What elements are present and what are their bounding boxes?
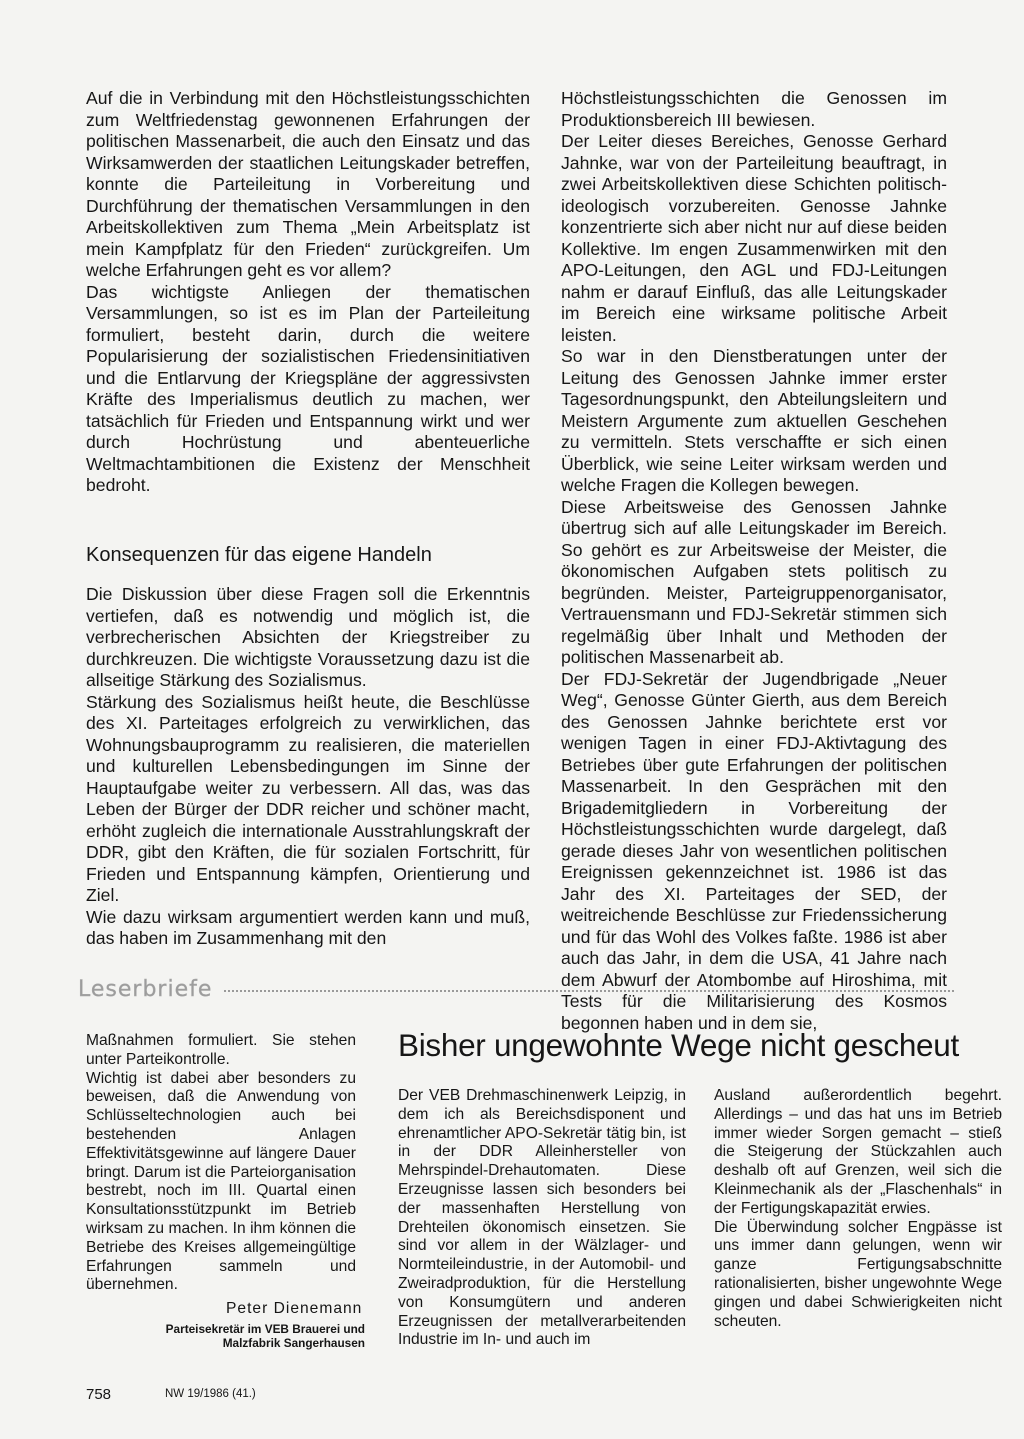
article-column-left [86, 88, 530, 497]
article-column-left-continued [86, 584, 530, 950]
rubric-label: Leserbriefe [78, 976, 213, 1002]
paragraph: Wie dazu wirksam argumentiert werden kann und muß, das haben im Zusammenhang mit den [86, 906, 530, 948]
letter-headline: Bisher ungewohnte Wege nicht gescheut [398, 1027, 959, 1063]
article-column-right [561, 88, 947, 1034]
section-subheading-block [86, 543, 530, 567]
paragraph: Der FDJ-Sekretär der Jugendbrigade „Neuer Weg“, Genosse Günter Gierth, aus dem Bereich des Genossen Jahnke berichtete erst vor wenigen Tagen in einer FDJ-Aktivtagung des Betriebes über gute Erfahrungen der politischen Massenarbeit. In den Gesprächen mit den Brigademitgliedern in Vorbereitung der Höchstleistungsschichten wurde dargelegt, daß gerade dieses Jahr von wesentlichen politischen Ereignissen gekennzeichnet ist. 1986 ist das Jahr des XI. Parteitages der SED, der weitreichende Beschlüsse zur Friedenssicherung und für das Wohl des Volkes faßte. 1986 ist aber auch das Jahr, in dem die USA, 41 Jahre nach dem Abwurf der Atombombe auf Hiroshima, mit Tests für die Militarisierung des Kosmos begonnen haben und in dem sie, [561, 668, 947, 1033]
section-rubric [78, 974, 954, 1004]
paragraph: Die Überwindung solcher Engpässe ist uns immer dann gelungen, wenn wir ganze Fertigungsabschnitte rationalisierten, bisher ungewohnte Wege gingen und dabei Schwierigkeiten nicht scheuten. [714, 1218, 1002, 1330]
paragraph: Der Leiter dieses Bereiches, Genosse Gerhard Jahnke, war von der Parteileitung beauftragt, in zwei Arbeitskollektiven diese Schichten politisch-ideologisch vorzubereiten. Genosse Jahnke konzentrierte sich aber nicht nur auf diese beiden Kollektive. Im engen Zusammenwirken mit den APO-Leitungen, den AGL und FDJ-Leitungen nahm er darauf Einfluß, das alle Leitungskader im Bereich eine wirksame politische Arbeit leisten. [561, 131, 947, 345]
section-subheading: Konsequenzen für das eigene Handeln [86, 544, 432, 566]
paragraph: Maßnahmen formuliert. Sie stehen unter Parteikontrolle. [86, 1032, 356, 1068]
page-number: 758 [86, 1386, 112, 1403]
paragraph: Die Diskussion über diese Fragen soll die Erkenntnis vertiefen, daß es notwendig und möglich ist, die verbrecherischen Absichten der Kriegstreiber zu durchkreuzen. Die wichtigste Voraussetzung dazu ist die allseitige Stärkung des Sozialismus. [86, 584, 530, 690]
paragraph: Diese Arbeitsweise des Genossen Jahnke übertrug sich auf alle Leitungskader im Bereich. So gehört es zur Arbeitsweise der Meister, die ökonomischen Aufgaben stets politisch zu begründen. Meister, Parteigruppenorganisator, Vertrauensmann und FDJ-Sekretär stimmen sich regelmäßig über Inhalt und Methoden der politischen Massenarbeit ab. [561, 496, 947, 667]
paragraph: Der VEB Drehmaschinenwerk Leipzig, in dem ich als Bereichsdisponent und ehrenamtlicher APO-Sekretär tätig bin, ist in der DDR Alleinhersteller von Mehrspindel-Drehautomaten. Diese Erzeugnisse lassen sich besonders bei der massenhaften Herstellung von Drehteilen ökonomisch einsetzen. Sie sind vor allem in der Wälzlager- und Normteileindustrie, in der Automobil- und Zweiradproduktion, für die Herstellung von Konsumgütern und anderen Erzeugnissen der metallverarbeitenden Industrie im In- und auch im [398, 1087, 686, 1349]
paragraph: Höchstleistungsschichten die Genossen im Produktionsbereich III bewiesen. [561, 88, 947, 130]
paragraph: Ausland außerordentlich begehrt. Allerdings – und das hat uns im Betrieb immer wieder Sorgen gemacht – stieß die Steigerung der Stückzahlen auch deshalb oft auf Grenzen, weil sich die Kleinmechanik als der „Flaschenhals“ in der Fertigungskapazität erwies. [714, 1087, 1002, 1217]
paragraph: Das wichtigste Anliegen der thematischen Versammlungen, so ist es im Plan der Parteileitung formuliert, besteht darin, durch die weitere Popularisierung der sozialistischen Friedensinitiativen und die Entlarvung der Kriegspläne der aggressivsten Kräfte des Imperialismus deutlich zu machen, wer tatsächlich für Frieden und Entspannung wirkt und wer durch Hochrüstung und abenteuerliche Weltmachtambitionen die Existenz der Menschheit bedroht. [86, 281, 530, 495]
signature-role: Parteisekretär im VEB Brauerei und Malzfabrik Sangerhausen [165, 1322, 365, 1350]
rubric-divider [224, 990, 954, 992]
paragraph: Stärkung des Sozialismus heißt heute, die Beschlüsse des XI. Parteitages erfolgreich zu verwirklichen, das Wohnungsbauprogramm zu realisieren, die materiellen und kulturellen Lebensbedingungen im Sinne der Hauptaufgabe weiter zu verbessern. All das, was das Leben der Bürger der DDR reicher und schöner macht, erhöht zugleich die internationale Ausstrahlungskraft der DDR, gibt den Kräften, die für sozialen Fortschritt, für Frieden und Entspannung kämpfen, Orientierung und Ziel. [86, 691, 530, 905]
letter-column-right [714, 1087, 1002, 1331]
letter-column-left [86, 1032, 356, 1295]
letter-column-middle [398, 1087, 686, 1350]
paragraph: Wichtig ist dabei aber besonders zu beweisen, daß die Anwendung von Schlüsseltechnologien auch bei bestehenden Anlagen Effektivitätsgewinne auf längere Dauer bringt. Darum ist die Parteiorganisation bestrebt, noch im III. Quartal einen Konsultationsstützpunkt im Betrieb wirksam zu machen. In ihm können die Betriebe des Kreises allgemeingültige Erfahrungen sammeln und übernehmen. [86, 1069, 356, 1294]
signature-name: Peter Dienemann [226, 1300, 363, 1317]
paragraph: So war in den Dienstberatungen unter der Leitung des Genossen Jahnke immer erster Tagesordnungspunkt, den Abteilungsleitern und Meistern Argumente zum aktuellen Geschehen zu vermitteln. Stets verschaffte er sich einen Überblick, wie seine Leiter wirksam werden und welche Fragen die Kollegen bewegen. [561, 346, 947, 495]
issue-label: NW 19/1986 (41.) [165, 1388, 256, 1400]
paragraph: Auf die in Verbindung mit den Höchstleistungsschichten zum Weltfriedenstag gewonnenen Erfahrungen der politischen Massenarbeit, die auch den Einsatz und das Wirksamwerden der staatlichen Leitungskader betreffen, konnte die Parteileitung in Vorbereitung und Durchführung der thematischen Versammlungen in den Arbeitskollektiven zum Thema „Mein Arbeitsplatz ist mein Kampfplatz für den Frieden“ zurückgreifen. Um welche Erfahrungen geht es vor allem? [86, 88, 530, 280]
